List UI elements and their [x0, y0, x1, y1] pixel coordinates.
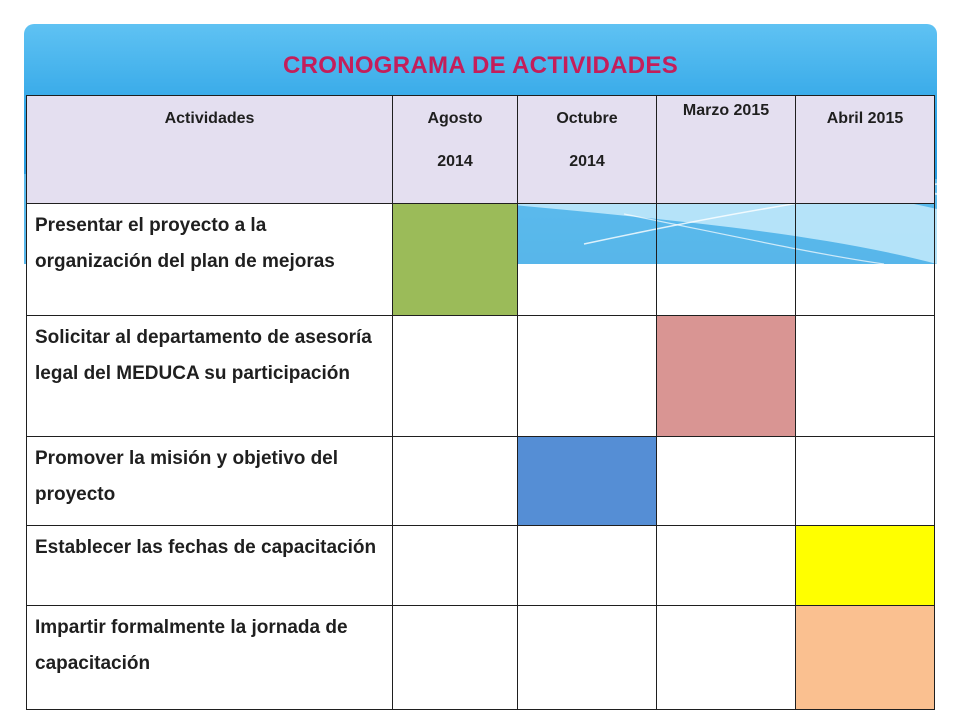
- schedule-cell: [796, 437, 935, 526]
- header-month-4: [796, 96, 935, 204]
- activity-label: Presentar el proyecto a la organización del plan de mejoras: [27, 204, 393, 316]
- header-month-4-line1: Abril 2015: [826, 110, 904, 127]
- schedule-cell: [518, 526, 657, 606]
- schedule-cell: [657, 606, 796, 710]
- activities-schedule-table: [26, 95, 935, 710]
- header-month-1: [393, 96, 518, 204]
- schedule-cell-filled: [518, 437, 657, 526]
- header-month-1-line2: 2014: [437, 153, 473, 170]
- schedule-cell: [657, 204, 796, 316]
- activity-label: Impartir formalmente la jornada de capacitación: [27, 606, 393, 710]
- schedule-cell: [796, 316, 935, 437]
- schedule-cell-filled: [393, 204, 518, 316]
- header-month-1-line1: Agosto: [427, 110, 483, 127]
- activity-label: Establecer las fechas de capacitación: [27, 526, 393, 606]
- schedule-cell: [796, 204, 935, 316]
- table-row: [27, 316, 935, 437]
- schedule-cell: [518, 204, 657, 316]
- schedule-cell: [393, 316, 518, 437]
- schedule-cell: [393, 526, 518, 606]
- activity-label: Solicitar al departamento de asesoría legal del MEDUCA su participación: [27, 316, 393, 437]
- header-month-2-line2: 2014: [569, 153, 605, 170]
- header-month-3: [657, 96, 796, 204]
- schedule-cell: [393, 437, 518, 526]
- schedule-cell: [657, 526, 796, 606]
- table-row: [27, 606, 935, 710]
- page-title: CRONOGRAMA DE ACTIVIDADES: [282, 52, 679, 79]
- table-row: [27, 437, 935, 526]
- header-activities: Actividades: [27, 96, 393, 204]
- header-month-2: [518, 96, 657, 204]
- table-row: [27, 204, 935, 316]
- schedule-cell-filled: [796, 606, 935, 710]
- schedule-cell-filled: [796, 526, 935, 606]
- schedule-cell: [518, 316, 657, 437]
- schedule-cell-filled: [657, 316, 796, 437]
- table-row: [27, 526, 935, 606]
- activity-label: Promover la misión y objetivo del proyecto: [27, 437, 393, 526]
- header-month-2-line1: Octubre: [556, 110, 618, 127]
- schedule-cell: [518, 606, 657, 710]
- table-header-row: [27, 96, 935, 204]
- schedule-cell: [393, 606, 518, 710]
- header-month-3-line1: Marzo 2015: [682, 102, 770, 119]
- schedule-cell: [657, 437, 796, 526]
